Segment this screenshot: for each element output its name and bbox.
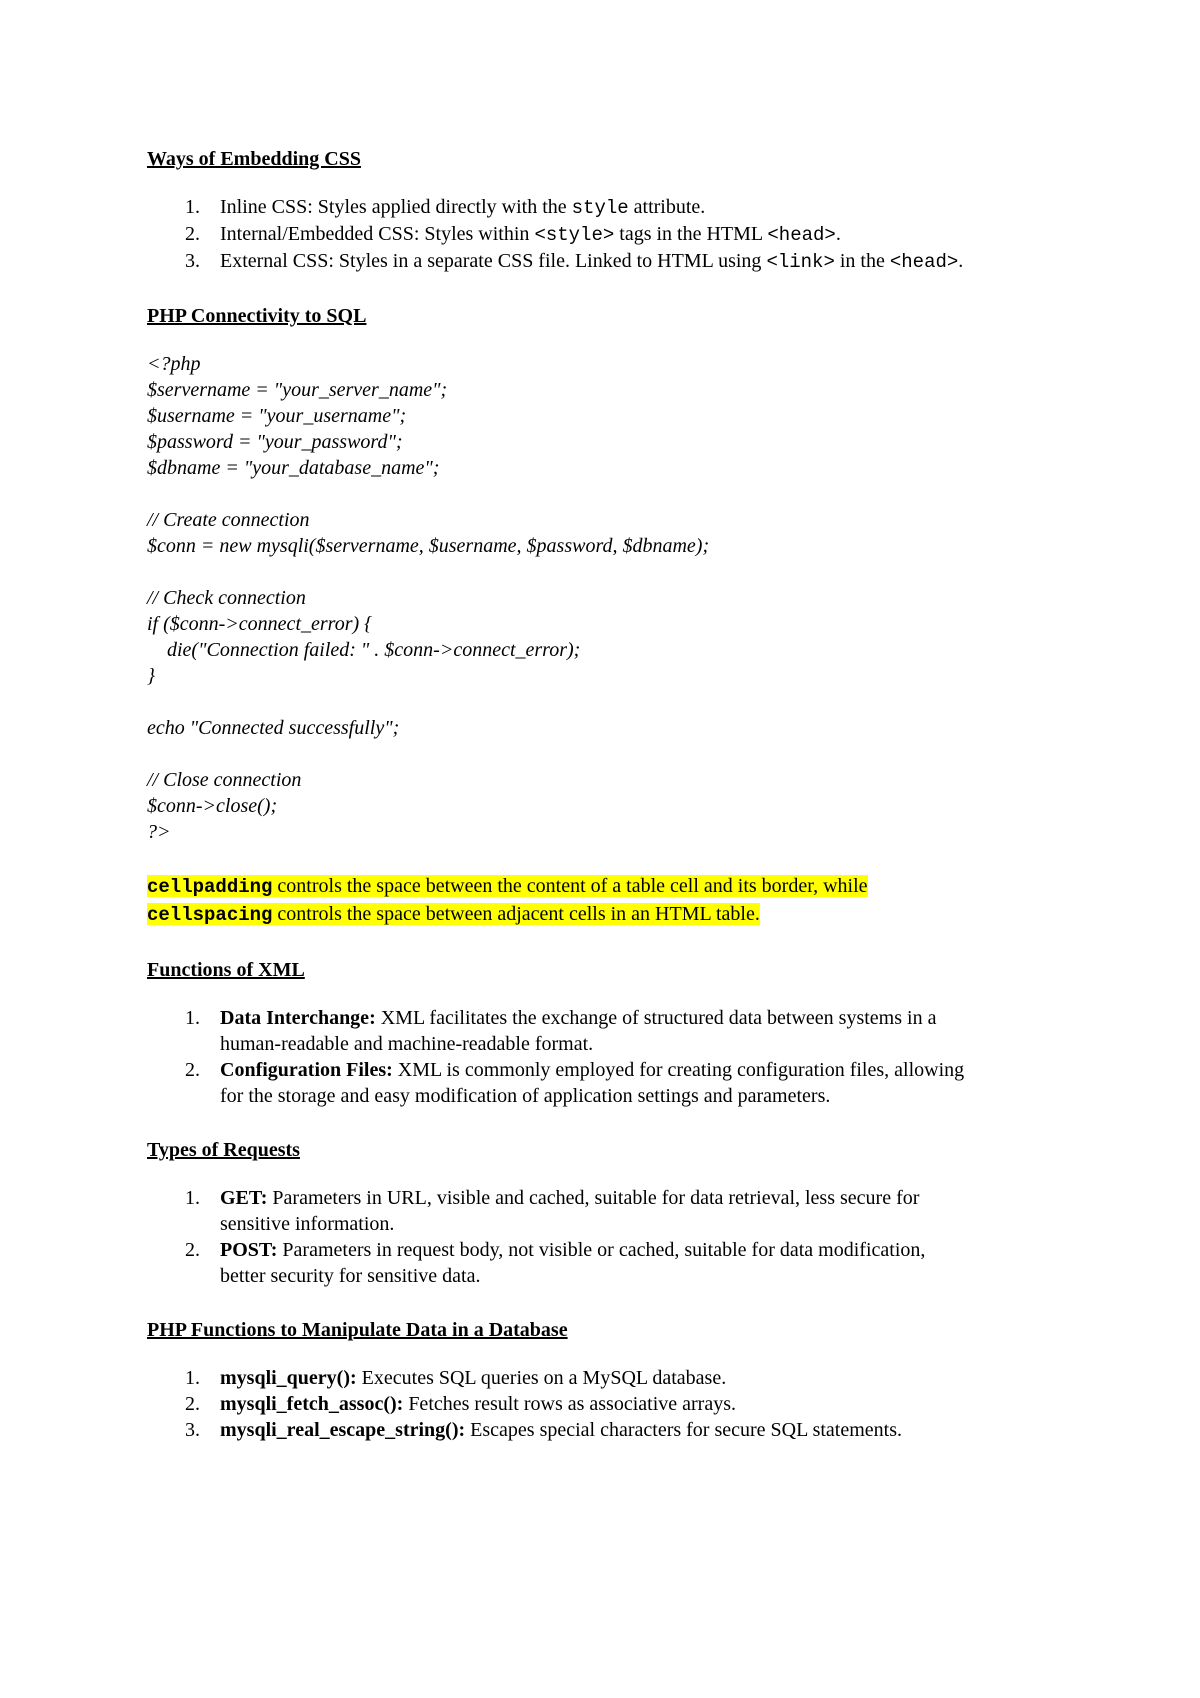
term-cellpadding: cellpadding (147, 876, 273, 898)
note-text: controls the space between adjacent cells in an HTML table. (272, 903, 760, 925)
list-term: mysqli_fetch_assoc(): (220, 1393, 404, 1415)
list-text: Fetches result rows as associative arrays. (403, 1393, 736, 1415)
list-text: XML facilitates the exchange of structured data between systems in a (375, 1007, 937, 1029)
list-text: sensitive information. (220, 1213, 395, 1235)
code-line: $servername = "your_server_name"; (147, 379, 448, 401)
list-text: Parameters in request body, not visible or cached, suitable for data modification, (277, 1239, 926, 1261)
code-line: ?> (147, 821, 171, 843)
list-number: 2. (185, 1239, 200, 1261)
section-heading-xml: Functions of XML (147, 959, 305, 981)
list-text: better security for sensitive data. (220, 1265, 481, 1287)
inline-code: <head> (889, 251, 959, 273)
requests-list (147, 1185, 1087, 1289)
highlight-line-2 (147, 903, 760, 925)
code-line (147, 559, 1087, 585)
code-line: $conn = new mysqli($servername, $username, $password, $dbname); (147, 535, 710, 557)
highlighted-note (147, 873, 1087, 929)
list-text: for the storage and easy modification of application settings and parameters. (220, 1085, 831, 1107)
code-line (147, 481, 1087, 507)
code-line: // Close connection (147, 769, 302, 791)
list-text: Inline CSS: Styles applied directly with the (220, 196, 572, 218)
css-list (147, 194, 1087, 275)
list-number: 1. (185, 196, 200, 218)
list-term: POST: (220, 1239, 278, 1261)
code-line: $dbname = "your_database_name"; (147, 457, 440, 479)
term-cellspacing: cellspacing (147, 904, 273, 926)
list-number: 1. (185, 1007, 200, 1029)
section-heading-requests: Types of Requests (147, 1139, 300, 1161)
list-number: 1. (185, 1367, 200, 1389)
list-term: mysqli_query(): (220, 1367, 357, 1389)
list-term: mysqli_real_escape_string(): (220, 1419, 466, 1441)
list-item (147, 1391, 1087, 1417)
code-line: die("Connection failed: " . $conn->connect_error); (147, 639, 581, 661)
list-item (147, 1185, 1087, 1237)
list-number: 1. (185, 1187, 200, 1209)
code-line (147, 689, 1087, 715)
code-line: echo "Connected successfully"; (147, 717, 400, 739)
list-text: Parameters in URL, visible and cached, suitable for data retrieval, less secure for (267, 1187, 920, 1209)
list-number: 2. (185, 223, 200, 245)
code-line: if ($conn->connect_error) { (147, 613, 373, 635)
php-code-block (147, 351, 1087, 845)
list-number: 2. (185, 1059, 200, 1081)
list-text: . (835, 223, 841, 245)
list-item (147, 1237, 1087, 1289)
list-item (147, 221, 1087, 248)
list-text: in the (834, 250, 890, 272)
list-item (147, 248, 1087, 275)
inline-code: <style> (534, 224, 615, 246)
section-heading-php-functions: PHP Functions to Manipulate Data in a Database (147, 1319, 568, 1341)
code-line: $conn->close(); (147, 795, 278, 817)
list-term: Data Interchange: (220, 1007, 376, 1029)
list-item (147, 1005, 1087, 1057)
list-number: 2. (185, 1393, 200, 1415)
list-term: Configuration Files: (220, 1059, 393, 1081)
list-text: Internal/Embedded CSS: Styles within (220, 223, 535, 245)
list-text: Escapes special characters for secure SQL statements. (465, 1419, 903, 1441)
highlight-line-1 (147, 875, 868, 897)
code-line: } (147, 665, 155, 687)
inline-code: <head> (767, 224, 836, 246)
php-functions-list (147, 1365, 1087, 1443)
list-text: External CSS: Styles in a separate CSS file. Linked to HTML using (220, 250, 767, 272)
code-line: // Create connection (147, 509, 310, 531)
list-text: tags in the HTML (614, 223, 768, 245)
xml-list (147, 1005, 1087, 1109)
note-text: controls the space between the content of a table cell and its border, while (272, 875, 868, 897)
code-line: $password = "your_password"; (147, 431, 403, 453)
list-term: GET: (220, 1187, 268, 1209)
list-text: attribute. (628, 196, 706, 218)
section-heading-php: PHP Connectivity to SQL (147, 305, 367, 327)
section-heading-css: Ways of Embedding CSS (147, 148, 361, 170)
list-number: 3. (185, 250, 200, 272)
code-line: $username = "your_username"; (147, 405, 407, 427)
code-line (147, 741, 1087, 767)
list-item (147, 194, 1087, 221)
list-text: . (958, 250, 964, 272)
code-line: // Check connection (147, 587, 306, 609)
list-text: Executes SQL queries on a MySQL database. (356, 1367, 727, 1389)
list-number: 3. (185, 1419, 200, 1441)
list-item (147, 1417, 1087, 1443)
list-item (147, 1057, 1087, 1109)
inline-code: style (571, 197, 629, 219)
list-text: human-readable and machine-readable format. (220, 1033, 594, 1055)
list-text: XML is commonly employed for creating configuration files, allowing (392, 1059, 965, 1081)
inline-code: <link> (766, 251, 835, 273)
document-content (147, 146, 1087, 1471)
code-line: <?php (147, 353, 201, 375)
list-item (147, 1365, 1087, 1391)
